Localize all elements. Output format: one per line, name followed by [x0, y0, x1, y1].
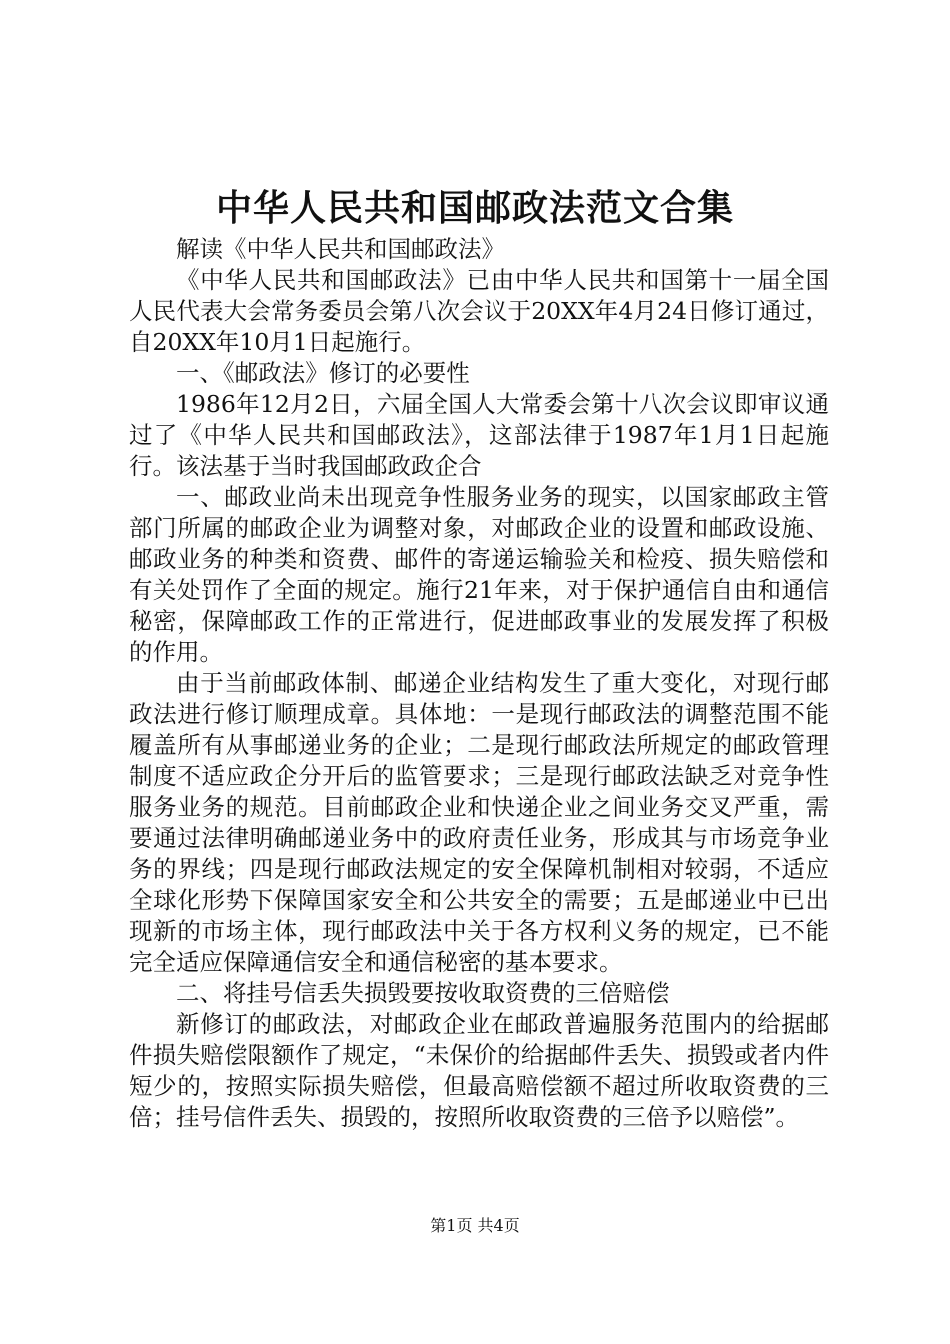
paragraph-compensation: 新修订的邮政法，对邮政企业在邮政普遍服务范围内的给据邮件损失赔偿限额作了规定，“未保价的给据邮件丢失、损毁或者内件短少的，按照实际损失赔偿，但最高赔偿额不超过所收取资费的三倍；挂号信件丢失、损毁的，按照所收取资费的三倍予以赔偿”。 [129, 1010, 829, 1131]
section-heading-compensation: 二、将挂号信丢失损毁要按收取资费的三倍赔偿 [176, 979, 670, 1007]
document-body [129, 234, 829, 1133]
paragraph-reasons: 由于当前邮政体制、邮递企业结构发生了重大变化，对现行邮政法进行修订顺理成章。具体地：一是现行邮政法的调整范围不能履盖所有从事邮递业务的企业；二是现行邮政法所规定的邮政管理制度不适应政企分开后的监管要求；三是现行邮政法缺乏对竞争性服务业务的规范。目前邮政企业和快递企业之间业务交叉严重，需要通过法律明确邮递业务中的政府责任业务，形成其与市场竞争业务的界线；四是现行邮政法规定的安全保障机制相对较弱，不适应全球化形势下保障国家安全和公共安全的需要；五是邮递业中已出现新的市场主体，现行邮政法中关于各方权利义务的规定，已不能完全适应保障通信安全和通信秘密的基本要求。 [129, 669, 829, 976]
paragraph-scope: 一、邮政业尚未出现竞争性服务业务的现实，以国家邮政主管部门所属的邮政企业为调整对象，对邮政企业的设置和邮政设施、邮政业务的种类和资费、邮件的寄递运输验关和检疫、损失赔偿和有关处罚作了全面的规定。施行21年来，对于保护通信自由和通信秘密，保障邮政工作的正常进行，促进邮政事业的发展发挥了积极的作用。 [129, 483, 829, 666]
document-title: 中华人民共和国邮政法范文合集 [215, 187, 734, 229]
paragraph-intro-heading: 解读《中华人民共和国邮政法》 [176, 235, 505, 263]
page-number-footer: 第1页 共4页 [430, 1216, 520, 1235]
section-heading-necessity: 一、《邮政法》修订的必要性 [176, 359, 470, 387]
paragraph-history: 1986年12月2日，六届全国人大常委会第十八次会议即审议通过了《中华人民共和国邮政法》，这部法律于1987年1月1日起施行。该法基于当时我国邮政政企合 [129, 390, 829, 480]
paragraph-enactment: 《中华人民共和国邮政法》已由中华人民共和国第十一届全国人民代表大会常务委员会第八次会议于20XX年4月24日修订通过，自20XX年10月1日起施行。 [129, 266, 829, 356]
